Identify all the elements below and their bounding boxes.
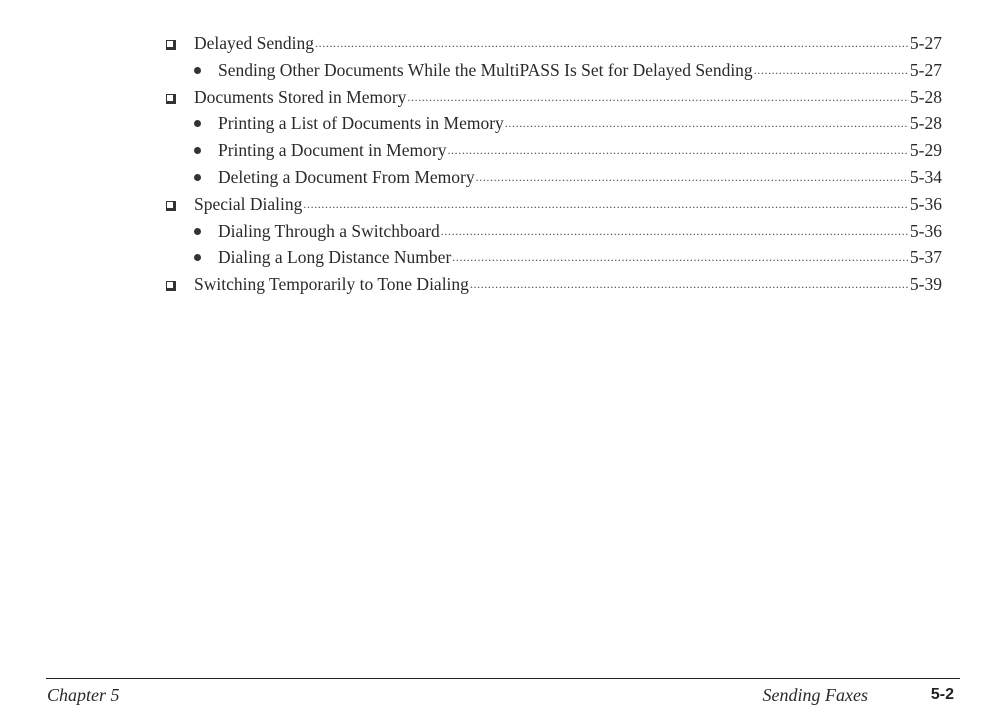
bullet-icon [194, 221, 218, 242]
toc-entry-page: 5-39 [909, 274, 942, 295]
toc-entry-label: Sending Other Documents While the MultiPASS Is Set for Delayed Sending [218, 59, 753, 80]
toc-entry[interactable] [166, 274, 942, 301]
footer-divider [46, 678, 960, 679]
toc-entry[interactable] [166, 33, 942, 60]
toc-entry[interactable] [166, 140, 942, 167]
toc-entry[interactable] [166, 113, 942, 140]
toc-entry-page: 5-27 [909, 33, 942, 53]
footer-page-number: 5-2 [930, 686, 954, 703]
bullet-icon [194, 167, 218, 188]
bullet-icon [194, 140, 218, 161]
dot-leader [441, 224, 909, 239]
checkbox-square-icon [166, 33, 194, 54]
toc-entry[interactable] [166, 194, 942, 221]
dot-leader [505, 116, 909, 131]
table-of-contents [166, 33, 942, 301]
toc-entry-label: Dialing Through a Switchboard [218, 220, 440, 241]
dot-leader [315, 36, 909, 51]
dot-leader [447, 143, 908, 158]
bullet-icon [194, 113, 218, 134]
toc-entry[interactable] [166, 60, 942, 87]
dot-leader [754, 63, 909, 78]
toc-entry-label: Switching Temporarily to Tone Dialing [194, 274, 469, 295]
toc-entry[interactable] [166, 87, 942, 114]
checkbox-square-icon [166, 274, 194, 295]
toc-entry-page: 5-27 [909, 59, 942, 80]
toc-entry-label: Documents Stored in Memory [194, 86, 407, 107]
toc-entry-label: Special Dialing [194, 193, 303, 214]
toc-entry-page: 5-36 [909, 220, 942, 241]
toc-entry-page: 5-37 [909, 247, 942, 268]
dot-leader [452, 250, 909, 265]
toc-entry[interactable] [166, 167, 942, 194]
footer-chapter: Chapter 5 [47, 685, 120, 705]
toc-entry[interactable] [166, 221, 942, 248]
dot-leader [470, 277, 909, 292]
toc-entry-page: 5-34 [909, 166, 942, 187]
toc-entry-label: Dialing a Long Distance Number [218, 247, 452, 268]
toc-entry-label: Printing a Document in Memory [218, 140, 447, 161]
toc-entry-label: Deleting a Document From Memory [218, 166, 475, 187]
bullet-icon [194, 247, 218, 268]
toc-entry-page: 5-28 [909, 113, 942, 134]
dot-leader [476, 170, 909, 185]
toc-entry[interactable] [166, 247, 942, 274]
dot-leader [407, 90, 909, 105]
checkbox-square-icon [166, 194, 194, 215]
toc-entry-label: Printing a List of Documents in Memory [218, 113, 504, 134]
toc-entry-page: 5-28 [909, 86, 942, 107]
toc-entry-page: 5-36 [909, 193, 942, 214]
toc-entry-label: Delayed Sending [194, 33, 315, 53]
dot-leader [303, 197, 909, 212]
bullet-icon [194, 60, 218, 81]
footer-section-title: Sending Faxes [762, 685, 868, 705]
toc-entry-page: 5-29 [909, 140, 942, 161]
checkbox-square-icon [166, 87, 194, 108]
